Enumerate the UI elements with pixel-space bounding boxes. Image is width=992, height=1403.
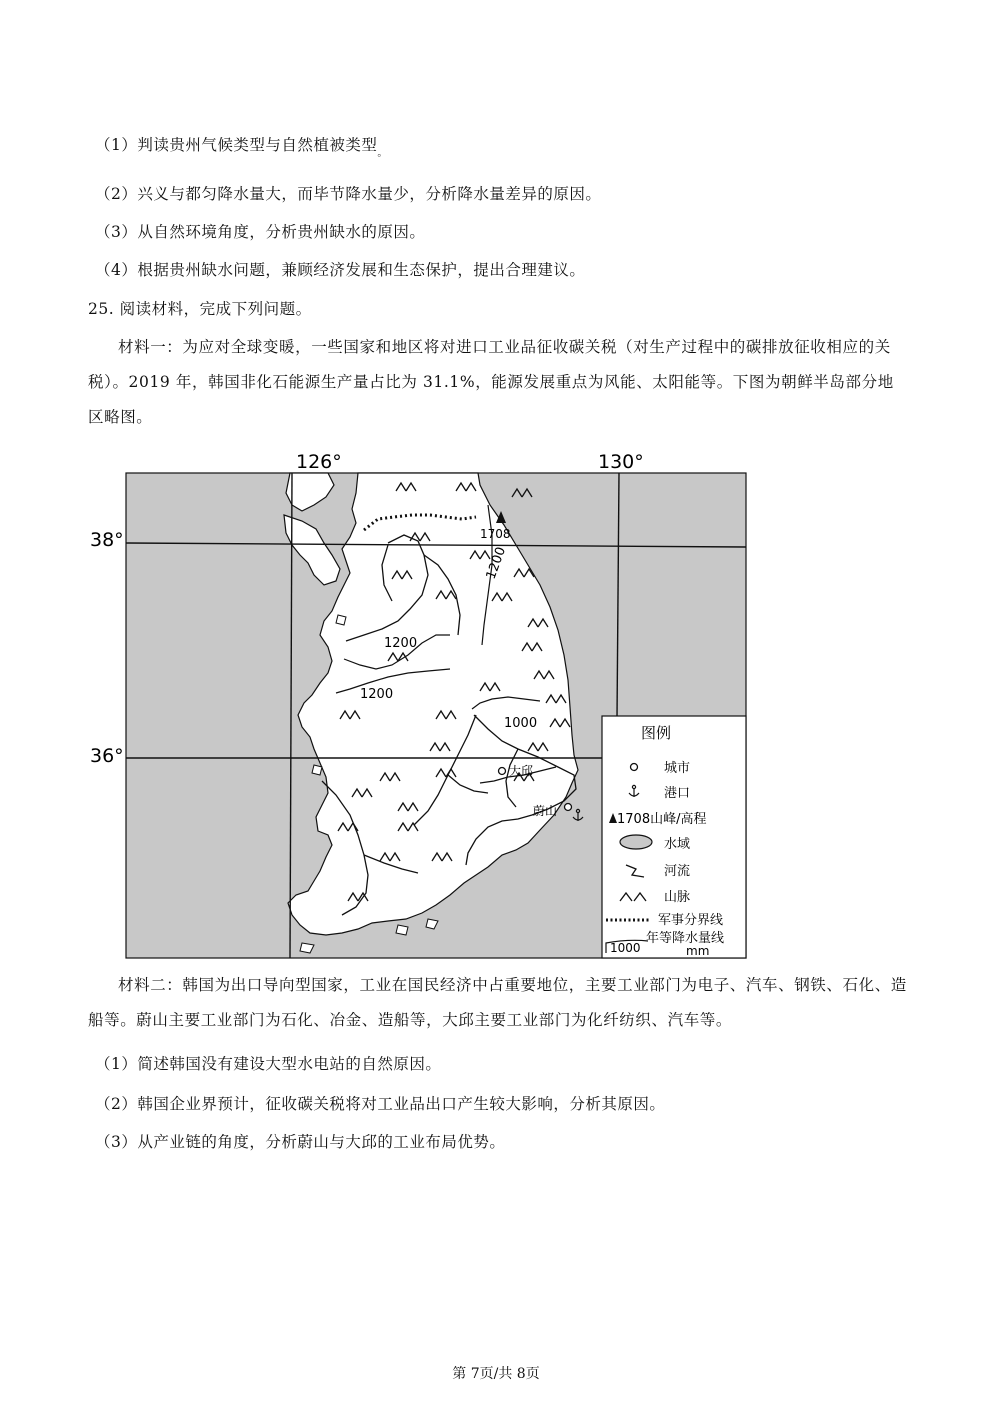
stray-dot: 。	[377, 148, 388, 159]
legend-city: 城市	[664, 761, 691, 776]
legend	[602, 716, 746, 958]
peak-value: 1708	[480, 527, 511, 541]
island	[312, 765, 322, 775]
lat-label-36: 36°	[90, 745, 124, 767]
city-ulsan: 蔚山	[533, 804, 558, 818]
city-daegu: 大邱	[509, 764, 534, 778]
q25-material-2: 材料二：韩国为出口导向型国家，工业在国民经济中占重要地位，主要工业部门为电子、汽车、钢铁、石化、造船等。蔚山主要工业部门为石化、冶金、造船等，大邱主要工业部门为化纤纺织、汽车等。	[88, 976, 907, 1029]
q25-question-1: （1）简述韩国没有建设大型水电站的自然原因。	[95, 1055, 442, 1073]
lon-label-126: 126°	[296, 451, 342, 473]
q25-question-3: （3）从产业链的角度，分析蔚山与大邱的工业布局优势。	[95, 1133, 506, 1151]
legend-river: 河流	[664, 864, 691, 879]
isohyet-label: 1200	[384, 636, 418, 651]
isohyet-label: 1200	[360, 687, 394, 702]
q25-material-1: 材料一：为应对全球变暖，一些国家和地区将对进口工业品征收碳关税（对生产过程中的碳排放征收相应的关税）。2019 年，韩国非化石能源生产量占比为 31.1%，能源发展重点为风能、太阳能等。下图为朝鲜半岛部分地区略图。	[88, 338, 894, 426]
legend-port: 港口	[664, 786, 691, 801]
lat-label-38: 38°	[90, 529, 124, 551]
legend-unit: mm	[686, 944, 710, 958]
page-number-footer: 第 7页/共 8页	[452, 1366, 540, 1382]
isohyet-label: 1000	[504, 716, 538, 731]
legend-water-icon	[620, 835, 652, 849]
lon-label-130: 130°	[598, 451, 644, 473]
legend-military-line: 军事分界线	[658, 913, 724, 928]
legend-city-icon	[631, 764, 638, 771]
q24-item-4: （4）根据贵州缺水问题，兼顾经济发展和生态保护，提出合理建议。	[95, 261, 586, 279]
legend-isohyet-sample: 1000	[610, 941, 641, 955]
legend-title: 图例	[641, 724, 672, 742]
q25-question-2: （2）韩国企业界预计，征收碳关税将对工业品出口产生较大影响，分析其原因。	[95, 1095, 666, 1113]
legend-peak: 1708山峰/高程	[617, 812, 707, 827]
legend-isohyet: 年等降水量线	[646, 931, 725, 946]
legend-mountain: 山脉	[664, 890, 691, 905]
q24-item-2: （2）兴义与都匀降水量大，而毕节降水量少，分析降水量差异的原因。	[95, 185, 602, 203]
isohyet-label: 1200	[483, 545, 510, 582]
legend-water: 水域	[664, 837, 691, 852]
q25-heading: 25. 阅读材料，完成下列问题。	[88, 300, 312, 318]
q24-item-1: （1）判读贵州气候类型与自然植被类型$_。$	[95, 136, 388, 159]
city-icon	[565, 804, 572, 811]
island	[336, 615, 346, 625]
korea-peninsula-map	[88, 445, 750, 960]
island	[396, 925, 408, 935]
q24-item-3: （3）从自然环境角度，分析贵州缺水的原因。	[95, 223, 426, 241]
city-icon	[499, 768, 506, 775]
